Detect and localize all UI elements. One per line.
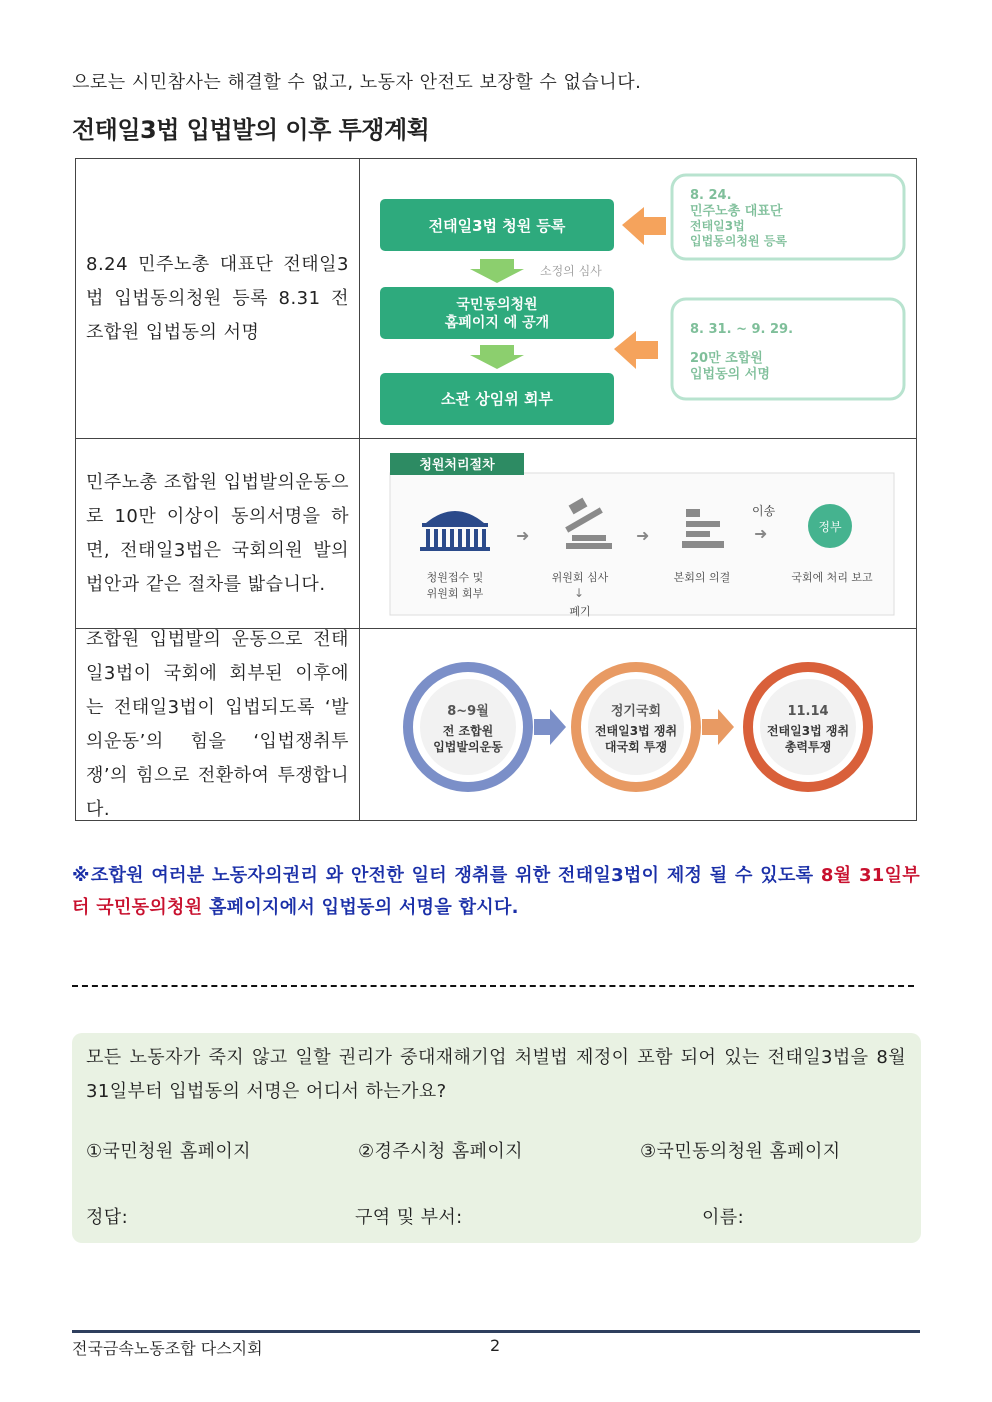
- between-label: 소정의 심사: [540, 264, 602, 278]
- arrow-icon: ➜: [516, 526, 530, 545]
- process-step-label: 국회에 처리 보고: [791, 571, 873, 584]
- info-line: 입법동의 서명: [690, 367, 770, 382]
- row-text-cell: [76, 159, 360, 438]
- quiz-question: 모든 노동자가 죽지 않고 일할 권리가 중대재해기업 처벌법 제정이 포함 되어 있는 전태일3법을 8월 31일부터 입법동의 서명은 어디서 하는가요?: [86, 1047, 906, 1102]
- government-label: 정부: [818, 520, 842, 534]
- process-step-label: 본회의 의결: [673, 571, 731, 584]
- notice-blue-part-2: 홈페이지에서 입법동의 서명을 합시다.: [202, 897, 519, 918]
- info-line: 입법동의청원 등록: [690, 234, 787, 248]
- info-line: 20만 조합원: [690, 351, 763, 366]
- step-label: 소관 상임위 회부: [441, 390, 553, 408]
- process-step-label: 위원회 심사: [551, 571, 609, 584]
- stage-arrow-icon: [534, 709, 566, 745]
- stage-label-line2: 총력투쟁: [784, 740, 832, 754]
- petition-flow-figure: [360, 159, 916, 438]
- quiz-box: [72, 1033, 921, 1243]
- name-label: 이름:: [702, 1207, 745, 1228]
- table-row: [76, 159, 916, 439]
- stage-arrow-icon: [702, 709, 734, 745]
- notice-text: [72, 860, 920, 924]
- stage-label-top: 8~9월: [447, 704, 489, 719]
- stage-label-line2: 대국회 투쟁: [604, 740, 668, 754]
- transfer-label: 이송: [752, 504, 776, 518]
- row-text: 조합원 입법발의 운동으로 전태일3법이 국회에 회부된 이후에는 전태일3법이 입법되도록 ‘발의운동’의 힘을 ‘입법쟁취투쟁’의 힘으로 전환하여 투쟁합니다.: [86, 628, 349, 820]
- step-label: 전태일3법 청원 등록: [428, 217, 566, 235]
- step-label: 국민동의청원: [456, 297, 538, 313]
- dept-label: 구역 및 부서:: [355, 1207, 463, 1228]
- stage-label-line1: 전 조합원: [442, 724, 494, 738]
- stage-label-line2: 입법발의운동: [433, 740, 503, 754]
- dashed-divider: [72, 985, 914, 989]
- stage-label-top: 11.14: [787, 704, 829, 719]
- process-step-label: 폐기: [569, 605, 591, 618]
- arrow-icon: ➜: [754, 524, 768, 543]
- info-line: 민주노총 대표단: [690, 204, 783, 219]
- quiz-option-2[interactable]: ②경주시청 홈페이지: [358, 1141, 523, 1162]
- intro-line: 으로는 시민참사는 해결할 수 없고, 노동자 안전도 보장할 수 없습니다.: [72, 72, 642, 93]
- step-label: 홈페이지 에 공개: [444, 315, 550, 331]
- stage-label-top: 정기국회: [610, 704, 662, 719]
- table-row: [76, 629, 916, 820]
- down-arrow-icon: ↓: [574, 586, 585, 600]
- info-line: 전태일3법: [690, 219, 745, 233]
- quiz-option-1[interactable]: ①국민청원 홈페이지: [86, 1141, 251, 1162]
- footer-rule: [72, 1330, 920, 1333]
- table-row: [76, 439, 916, 629]
- info-line: 8. 24.: [690, 188, 732, 203]
- row-text: 민주노총 조합원 입법발의운동으로 10만 이상이 동의서명을 하면, 전태일3법은 국회의원 발의 법안과 같은 절차를 밟습니다.: [86, 471, 349, 595]
- row-text: 8.24 민주노총 대표단 전태일3법 입법동의청원 등록 8.31 전 조합원 입법동의 서명: [86, 253, 349, 343]
- info-box: [672, 299, 904, 399]
- process-tab-label: 청원처리절차: [419, 458, 495, 473]
- process-step-label: 위원회 회부: [426, 587, 484, 600]
- struggle-stages-figure: [360, 629, 916, 820]
- petition-process-figure: [360, 439, 916, 628]
- notice-blue-part: ※조합원 여러분 노동자의권리 와 안전한 일터 쟁취를 위한 전태일3법이 제정 될 수 있도록: [72, 865, 821, 886]
- info-line: 8. 31. ~ 9. 29.: [690, 322, 794, 337]
- row-text-cell: [76, 629, 360, 820]
- answer-label: 정답:: [86, 1207, 129, 1228]
- stage-label-line1: 전태일3법 쟁취: [766, 724, 850, 738]
- section-title: 전태일3법 입법발의 이후 투쟁계획: [72, 116, 430, 144]
- plan-table: [75, 158, 917, 821]
- page-number: 2: [490, 1336, 501, 1355]
- step-box: [380, 287, 614, 339]
- notice-red-part: 8월 31일부터 국민동의청원: [72, 865, 920, 918]
- stage-label-line1: 전태일3법 쟁취: [594, 724, 678, 738]
- quiz-option-3[interactable]: ③국민동의청원 홈페이지: [640, 1141, 841, 1162]
- footer-org: 전국금속노동조합 다스지회: [72, 1339, 263, 1358]
- process-step-label: 청원접수 및: [426, 571, 484, 584]
- row-text-cell: [76, 439, 360, 628]
- arrow-icon: ➜: [636, 526, 650, 545]
